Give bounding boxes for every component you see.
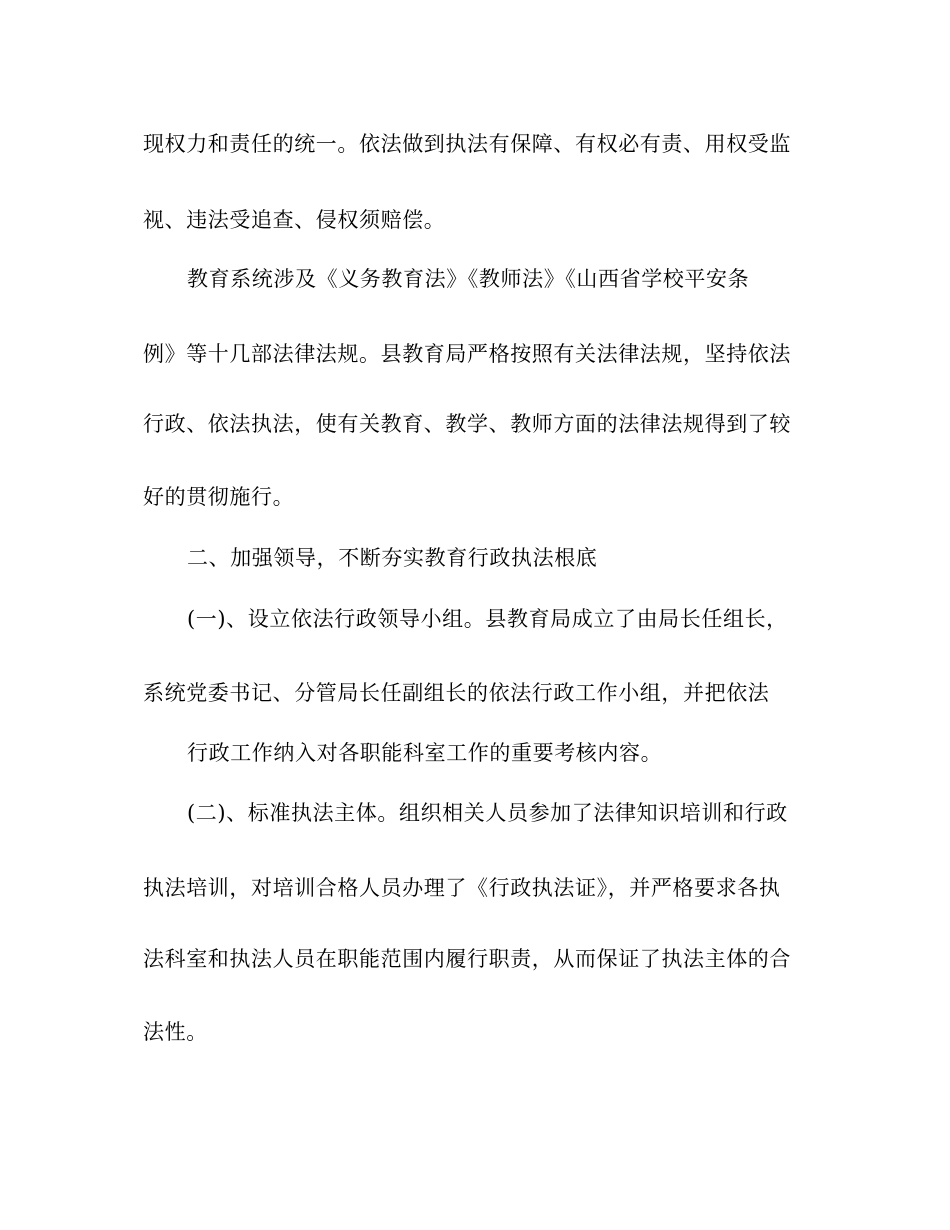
text-line-14: 法性。 [143,1020,208,1044]
text-line-3: 教育系统涉及《义务教育法》《教师法》《山西省学校平安条 [187,267,750,291]
text-line-10: 行政工作纳入对各职能科室工作的重要考核内容。 [187,741,663,765]
section-heading: 二、加强领导，不断夯实教育行政执法根底 [187,546,598,570]
text-line-9: 系统党委书记、分管局长任副组长的依法行政工作小组，并把依法 [143,681,770,705]
text-line-1: 现权力和责任的统一。依法做到执法有保障、有权必有责、用权受监 [143,132,791,156]
text-line-5: 行政、依法执法，使有关教育、教学、教师方面的法律法规得到了较 [143,412,791,436]
text-line-4: 例》等十几部法律法规。县教育局严格按照有关法律法规，坚持依法 [143,342,791,366]
text-line-12: 执法培训，对培训合格人员办理了《行政执法证》，并严格要求各执 [143,876,781,900]
text-line-2: 视、违法受追查、侵权须赔偿。 [143,208,446,232]
text-line-8: (一)、设立依法行政领导小组。县教育局成立了由局长任组长， [187,607,788,631]
text-line-13: 法科室和执法人员在职能范围内履行职责，从而保证了执法主体的合 [143,947,791,971]
text-line-11: (二)、标准执法主体。组织相关人员参加了法律知识培训和行政 [187,801,788,825]
text-line-6: 好的贯彻施行。 [143,485,295,509]
